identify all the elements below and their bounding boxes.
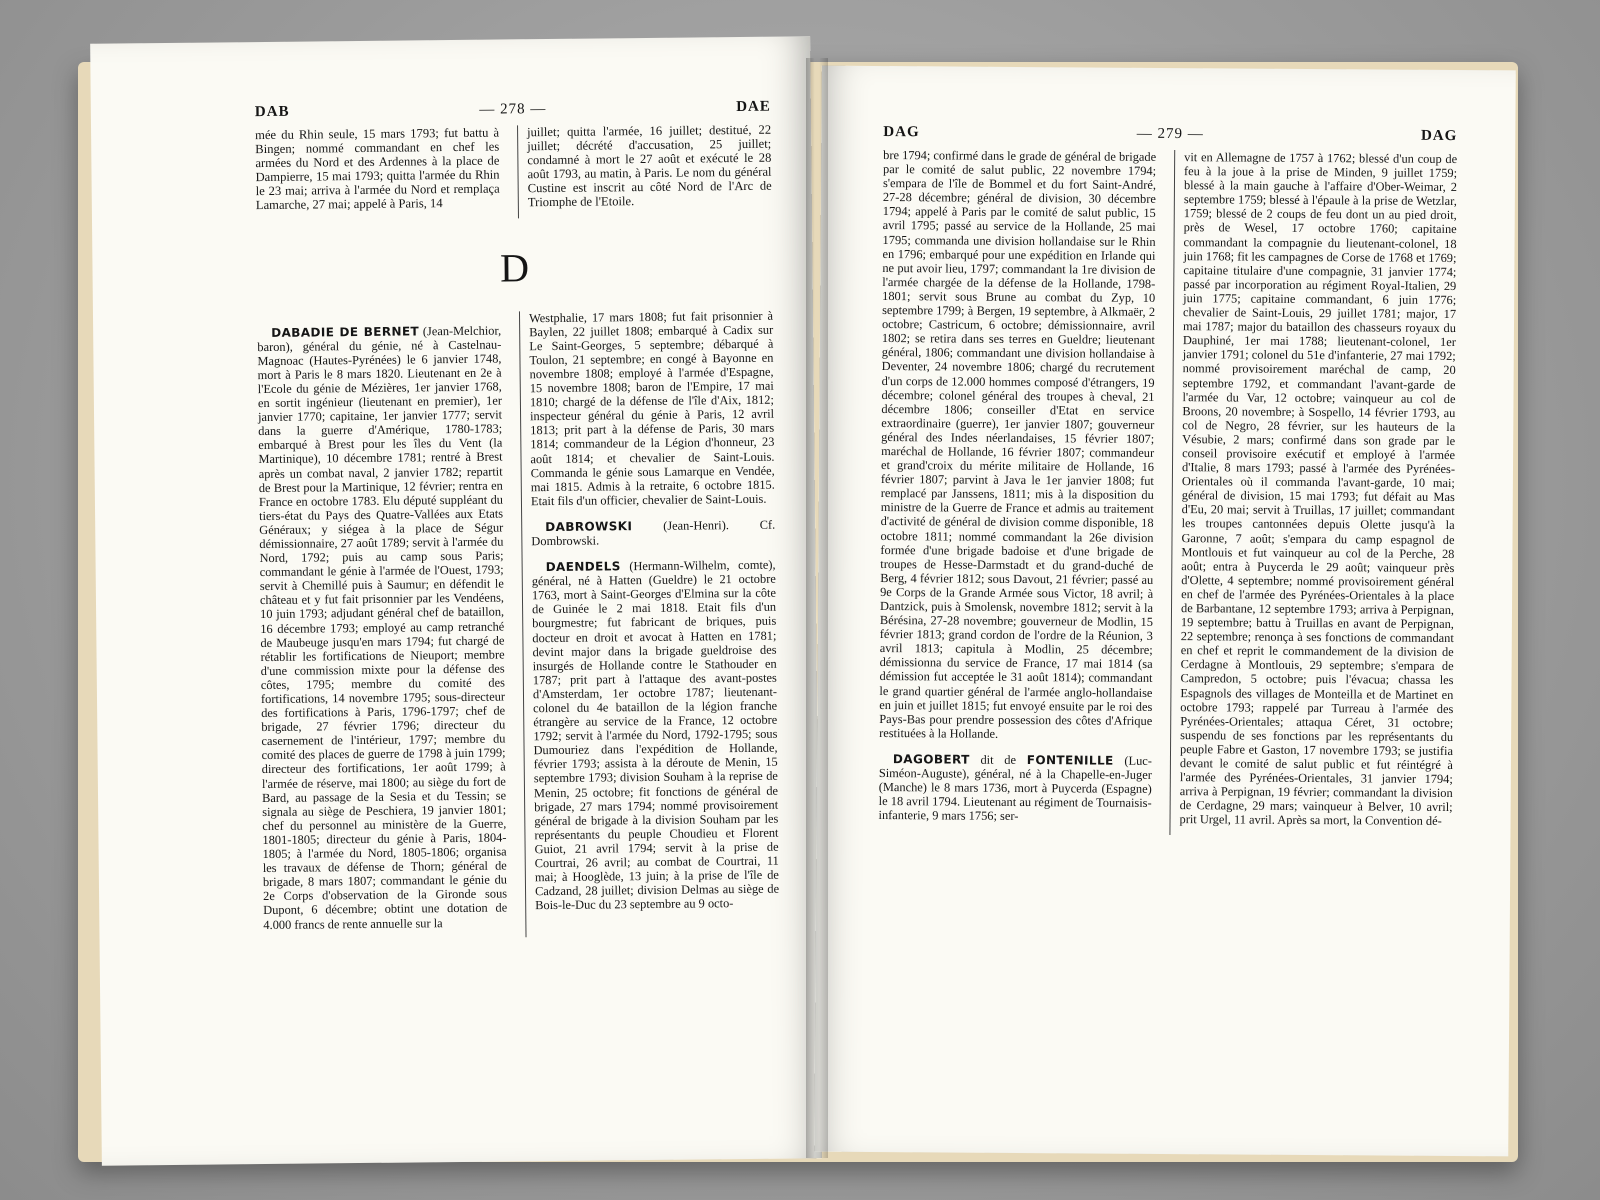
running-head-right-page [883, 124, 1457, 152]
running-head-dag-right: DAG [1420, 127, 1458, 145]
entry-text: (Luc-Siméon-Auguste), général, né à la Chapelle-en-Juger (Manche) le 8 mars 1736, mort à Puycerda (Espagne) le 18 avril 1794. Lieutenant au régiment de Tournaisis-infanterie, 9 mars 1756; ser- [878, 753, 1153, 824]
running-head-dag-left: DAG [883, 124, 920, 141]
running-head-dae: DAE [736, 98, 771, 116]
right-page [814, 66, 1516, 1157]
running-head-dab: DAB [254, 103, 290, 121]
text-block: juillet; quitta l'armée, 16 juillet; destitué, 22 juillet; décrété d'accusation, 25 juillet; condamné à mort le 27 août et exécuté le 28 août 1793, au matin, à Paris. Le nom du général Custine est inscrit au côté Nord de l'Arc de Triomphe de l'Etoile. [527, 122, 772, 210]
text-block: mée du Rhin seule, 15 mars 1793; fut battu à Bingen; nommé commandant en chef les armées du Nord et des Ardennes à la place de Dampierre, 15 mai 1793; quitta l'armée du Rhin le 23 mai; arriva à l'armée du Nord et remplaça Lamarche, 27 mai; appelé à Paris, 14 [255, 125, 500, 213]
left-top-columns [255, 123, 772, 221]
left-top-column-2 [517, 123, 772, 218]
left-main-columns [257, 308, 780, 939]
entry-continuation: Westphalie, 17 mars 1808; fut fait prisonnier à Baylen, 22 juillet 1808; embarqué à Cadix sur Le Saint-Georges, 5 septembre; débarqué à Toulon, 21 septembre; en congé à Bayonne en novembre 1808; employé à l'armée d'Espagne, 15 novembre 1808; baron de l'Empire, 17 mai 1810; chargé de la défense de l'île d'Aix, 1812; inspecteur général du génie à Paris, 12 avril 1813; prit part à la défense de Paris, 30 mars 1814; commandeur de la Légion d'honneur, 23 août 1814; et chevalier de Saint-Louis. Commanda le génie sous Lamarque en Vendée, mai 1815. Admis à la retraite, 6 octobre 1815. Etait fils d'un officier, chevalier de Saint-Louis. [528, 308, 775, 508]
page-number-279: — 279 — [1136, 125, 1204, 143]
entry-text: (Hermann-Wilhelm, comte), général, né à Hatten (Gueldre) le 21 octobre 1763, mort à Saint-Georges d'Elmina sur la côte de Guinée le 2 mai 1818. Etait fils d'un bourgmestre; fut fabricant de briques, puis docteur en droit et avocat à Hatten en 1781; devint major dans la brigade gueldroise des insurgés de Hollande contre le Stathouder en 1787; prit part à l'attaque des avant-postes d'Amsterdam, 1er octobre 1787; lieutenant-colonel du 4e bataillon de la légion franche étrangère au service de la France, 12 octobre 1792; servit à l'armée du Nord, 1792-1795; sous Dumouriez dans l'expédition de Hollande, février 1793; assista à la déroute de Menin, 15 septembre 1793; division Souham à la reprise de Menin, 25 octobre; fit fonctions de général de brigade, 27 mars 1794; nommé provisoirement général de brigade à la division Souham par les représentants du peuple Choudieu et Florent Guiot, 21 avril 1794; servit à la prise de Courtrai, 26 avril; au combat de Courtrai, 11 mai; à Hooglède, 13 juin; à la prise de l'île de Cadzand, 28 juillet; division Delmas au siège de Bois-le-Duc du 23 septembre au 9 octo- [531, 557, 780, 913]
entry-daendels [532, 558, 780, 913]
section-letter: D [499, 244, 530, 291]
entry-text: (Jean-Melchior, baron), général du génie, né à Castelnau-Magnoac (Hautes-Pyrénées) le 6 janvier 1748, mort à Paris le 8 mars 1820. Lieutenant en 2e à l'Ecole du génie de Mézières, 1er janvier 1768, en sortit ingénieur (lieutenant en premier), 1er janvier 1770; capitaine, 1er janvier 1777; servit dans la guerre d'Amérique, 1780-1783; embarqué à Brest pour les îles du Vent (la Martinique), 10 décembre 1781; rentré à Brest après un combat naval, 2 janvier 1782; repartit de Brest pour la Martinique, 12 février; rentra en France en octobre 1783. Elu député suppléant du tiers-état du Pays des Quatre-Vallées aux Etats Généraux; y siégea à la place de Ségur démissionnaire, 27 août 1789; servit à l'armée du Nord, 1792; puis au camp sous Paris; commandant le génie à l'armée de l'Ouest, 1793; servit à Chemillé puis à Saumur; en défendit le château et y fut fait prisonnier par les Vendéens, 10 juin 1793; adjudant général chef de bataillon, 16 décembre 1793; employé au camp retranché de Maubeuge jusqu'en mars 1794; fut chargé de rétablir les fortifications de Nieuport; membre d'une commission mixte pour la défense des côtes, 1795; membre du comité des fortifications, 14 novembre 1795; sous-directeur des fortifications à Paris, 1796-1797; chef de brigade, 27 février 1796; directeur du casernement de l'intérieur, 1797; membre du comité des places de guerre de 1798 à juin 1799; directeur des fortifications, 1er août 1799; à l'armée de réserve, mai 1800; au siège du fort de Bard, au passage de la Sesia et du Tessin; se signala au siège de Peschiera, 19 janvier 1801; chef du personnel au ministère de la Guerre, 1801-1805; directeur du génie à Paris, 1804-1805; à l'armée du Nord, 1805-1806; organisa les travaux de défense de Thorn; général de brigade, 8 mars 1807; commandant le génie du 2e Corps d'observation de la Gironde sous Dupont, 6 décembre; obtint une dotation de 4.000 francs de rente annuelle sur la [257, 323, 508, 932]
entry-dabadie [257, 323, 507, 932]
entry-dagobert [879, 752, 1152, 824]
headword: DAENDELS [545, 559, 621, 575]
headword: DABROWSKI [545, 519, 633, 534]
left-top-column-1 [255, 126, 500, 221]
right-column-2 [1169, 150, 1457, 836]
left-column-2 [519, 308, 780, 937]
right-column-1 [878, 148, 1156, 834]
text-block: vit en Allemagne de 1757 à 1762; blessé d'un coup de feu à la joue à la prise de Minden, 9 juillet 1759; blessé à la main gauche à l'affaire d'Ober-Weimar, 2 septembre 1759; blessé à l'épaule à la prise de Wetzlar, 1759; blessé de 2 coups de feu dont un au pied droit, près de Wesel, 17 octobre 1760; capitaine commandant la compagnie du lieutenant-colonel, 18 juin 1768; fit les campagnes de Corse de 1768 et 1769; capitaine titulaire d'une compagnie, 31 janvier 1774; passé par incorporation au régiment Royal-Italien, 29 juin 1775; capitaine commandant, 6 juin 1776; chevalier de Saint-Louis, 29 juillet 1781; major, 17 mai 1787; major du bataillon des chasseurs royaux du Dauphiné, 1er mai 1788; lieutenant-colonel, 1er janvier 1791; colonel du 51e d'infanterie, 27 mai 1792; nommé provisoirement maréchal de camp, 20 septembre 1792, et commandant l'avant-garde de l'armée du Var, 12 octobre; vainqueur au col de Broons, 20 novembre; à Sospello, 14 février 1793, au col de Negro, 28 février, sur les hauteurs de la Vésubie, 2 mars; confirmé dans son grade par le conseil provisoire exécutif et employé à l'armée d'Italie, 8 mars 1793; passé à l'armée des Pyrénées-Orientales où il commanda l'avant-garde, 10 mai; général de division, 15 mai 1793; fut défait au Mas d'Eu, 20 mai; servit à Truillas, 17 juillet; commandant les troupes cantonnées depuis Olette jusqu'à la Garonne, 7 août; s'empara du camp espagnol de Montlouis et fut vainqueur au col de la Perche, 28 août; entra à Puycerda le 29 août; vainqueur près d'Olette, 4 septembre; nommé provisoirement général en chef de l'armée des Pyrénées-Orientales à la place de Barbantane, 12 septembre 1793; arriva à Perpignan, 19 septembre; battu à Truillas en avant de Perpignan, 22 septembre; renonça à ses fonctions de commandant en chef et reprit le commandement de la division de Cerdagne à Montlouis, 29 septembre; s'empara de Campredon, 5 octobre; puis l'évacua; chassa les Espagnols des villages de Monteilla et de Martinet en octobre 1793; rappelé par Turreau à l'armée des Pyrénées-Orientales; attaqua Céret, 31 octobre; suspendu de ses fonctions par les représentants du peuple Fabre et Gaston, 17 novembre 1793; se justifia devant le comité de salut public et fut réintégré à l'armée des Pyrénées-Orientales, 31 janvier 1794; arriva à Perpignan, 19 février; commandant la division de Cerdagne, 29 mars; vainqueur à Belver, 10 avril; prit Urgel, 11 avril. Après sa mort, la Convention dé- [1179, 150, 1458, 829]
entry-text: (Jean-Henri). Cf. Dombrowski. [531, 517, 776, 549]
headword-second: FONTENILLE [1026, 752, 1114, 768]
headword-connector: dit de [980, 752, 1017, 767]
headword: DAGOBERT [892, 752, 970, 767]
headword: DABADIE DE BERNET [271, 323, 420, 340]
left-page [90, 36, 822, 1165]
left-column-1 [257, 311, 508, 940]
page-number-278: — 278 — [479, 101, 547, 118]
right-columns [878, 148, 1457, 836]
entry-dabrowski [531, 518, 775, 549]
text-block: bre 1794; confirmé dans le grade de général de brigade par le comité de salut public, 22 novembre 1794; s'empara de l'île de Bommel et du fort Saint-André, 27-28 décembre; général de division, 30 décembre 1794; appelé à Paris par le comité de salut public, 15 avril 1795; passé au service de la Hollande, 25 mai 1795; commanda une division hollandaise sur le Rhin en 1796; embarqué pour une expédition en Irlande qui ne put avoir lieu, 1797; commandant la 1re division de l'armée chargée de la défense de la Hollande, 1798-1801; servit sous Brune au combat du Zyp, 10 septembre 1799; à Bergen, 19 septembre, à Alkmaër, 2 octobre; Castricum, 6 octobre; démissionnaire, avril 1802; se retira dans ses terres en Gueldre; lieutenant général, 1806; commandant une division hollandaise à Deventer, 24 novembre 1806; chargé du recrutement d'un corps de 12.000 hommes composé d'étrangers, 19 décembre; colonel général des troupes à cheval, 21 décembre 1806; conseiller d'Etat en service extraordinaire (guerre), 1er janvier 1807; gouverneur général des Indes néerlandaises, 15 février 1807; maréchal de Hollande, 16 février 1807; commandeur et grand'croix du mérite militaire de Hollande, 16 février 1807; parvint à Java le 1er janvier 1808; fut remplacé par Janssens, 1811; mis à la disposition du ministre de la Guerre de France et admis au traitement d'activité de général de division comme disponible, 18 octobre 1811; nommé commandant la 26e division formée d'une brigade badoise et d'une brigade de troupes de Hesse-Darmstadt et du grand-duché de Berg, 4 février 1812; sous Davout, 21 février; passé au 9e Corps de la Grande Armée sous Victor, 18 avril; à Dantzick, puis à Smolensk, novembre 1812; servit à la Bérésina, 27-28 novembre; gouverneur de Modlin, 15 février 1813; grand cordon de l'ordre de la Réunion, 3 avril 1813; capitula à Modlin, 25 décembre; démissionna du service de France, 17 mai 1814 (sa démission fut acceptée le 31 août 1814); commandant le grand quartier général de l'armée anglo-hollandaise en juin et juillet 1815; fut envoyé ensuite par le roi des Pays-Bas pour prendre possession des côtes d'Afrique restituées à la Hollande. [879, 148, 1157, 741]
